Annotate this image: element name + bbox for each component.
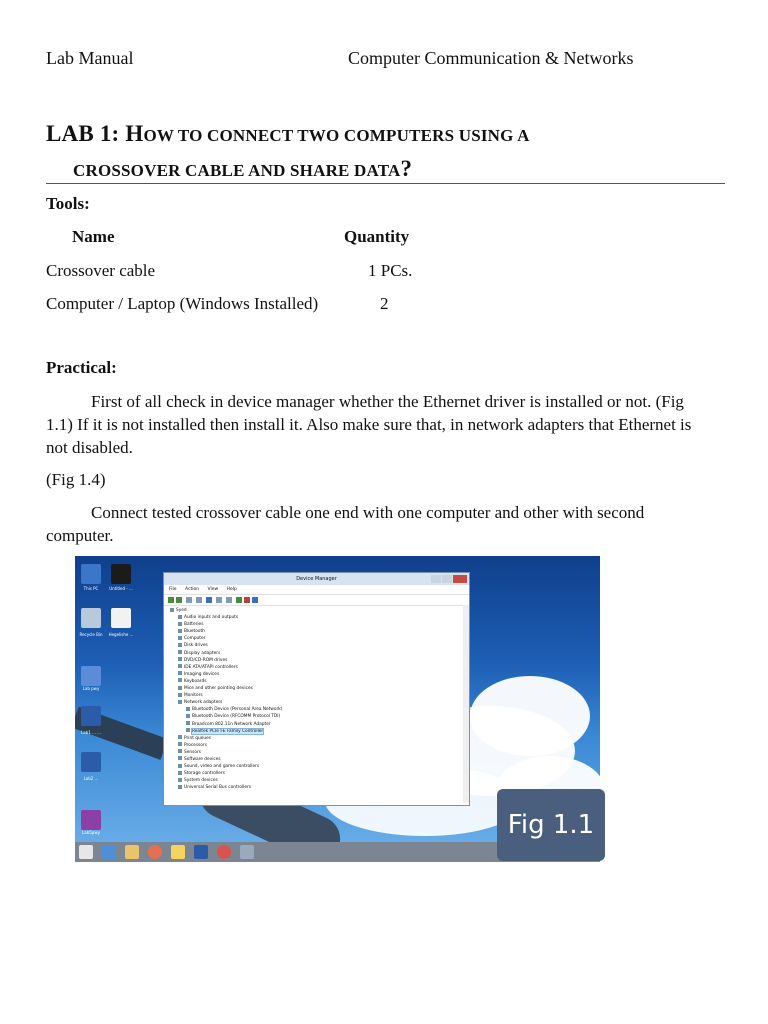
device-category-icon — [186, 721, 190, 725]
tree-item[interactable] — [170, 749, 454, 756]
tree-item[interactable] — [170, 671, 454, 678]
file-explorer-icon[interactable] — [125, 845, 139, 859]
toolbar — [164, 595, 469, 606]
device-category-icon — [178, 636, 182, 640]
device-manager-taskbar-icon[interactable] — [240, 845, 254, 859]
tree-item[interactable] — [170, 699, 454, 706]
tools-col-quantity: Quantity — [344, 227, 410, 246]
tree-item[interactable] — [170, 706, 454, 713]
desktop-icon-label: This PC — [83, 586, 99, 591]
tree-item-label: Audio inputs and outputs — [184, 615, 239, 621]
tree-item-label: Broadcom 802.11n Network Adapter — [192, 721, 271, 727]
help-icon[interactable] — [206, 597, 212, 603]
tree-item[interactable] — [170, 642, 454, 649]
tree-item-label: Keyboards — [184, 678, 207, 684]
tree-item[interactable] — [170, 777, 454, 784]
menu-file[interactable]: File — [169, 587, 177, 592]
desktop-icon-label: Lab pwy — [82, 686, 100, 691]
tools-col-name: Name — [72, 227, 115, 246]
tree-item[interactable] — [170, 650, 454, 657]
tools-row-1-name: Crossover cable — [46, 261, 156, 280]
tools-row-2-name: Computer / Laptop (Windows Installed) — [46, 294, 319, 313]
uninstall-icon[interactable] — [244, 597, 250, 603]
lab-folder-icon[interactable] — [81, 666, 101, 686]
scan-hardware-icon[interactable] — [252, 597, 258, 603]
device-category-icon — [170, 608, 174, 612]
device-category-icon — [178, 629, 182, 633]
recycle-bin-icon[interactable] — [81, 608, 101, 628]
tree-item-label: Sensors — [184, 749, 201, 755]
menu-help[interactable]: Help — [226, 587, 237, 592]
tree-item[interactable] — [170, 756, 454, 763]
tree-item-label: Storage controllers — [184, 771, 225, 777]
tree-item-label: Bluetooth Device (RFCOMM Protocol TDI) — [192, 714, 281, 720]
header-right: Computer Communication & Networks — [348, 48, 634, 68]
tree-item-label: Bluetooth Device (Personal Area Network) — [192, 707, 283, 713]
tree-item[interactable] — [170, 735, 454, 742]
tree-item-label: DVD/CD-ROM drives — [184, 657, 228, 663]
practical-para1-line2: 1.1) If it is not installed then install it. Also make sure that, in network adapters that Ethernet is — [46, 415, 692, 434]
device-category-icon — [186, 707, 190, 711]
update-driver-icon[interactable] — [236, 597, 242, 603]
back-icon[interactable] — [168, 597, 174, 603]
practical-para2: (Fig 1.4) — [46, 470, 106, 489]
tree-item-label: Batteries — [184, 622, 204, 628]
title-line1-rest: OW TO CONNECT TWO COMPUTERS USING A — [143, 126, 530, 145]
title-divider — [46, 183, 725, 184]
device-manager-window[interactable] — [163, 572, 470, 806]
minimize-button[interactable] — [431, 575, 441, 583]
desktop-icon-label: Lab1 ... ... — [81, 730, 101, 735]
tree-item[interactable] — [170, 713, 454, 720]
device-category-icon — [178, 686, 182, 690]
document-icon[interactable] — [111, 608, 131, 628]
figure-caption: Fig 1.1 — [497, 789, 605, 861]
tools-row-2-quantity: 2 — [380, 294, 389, 313]
practical-para1-line3: not disabled. — [46, 438, 133, 457]
device-category-icon — [178, 657, 182, 661]
maximize-button[interactable] — [442, 575, 452, 583]
tree-item[interactable] — [170, 692, 454, 699]
menu-bar — [164, 585, 469, 595]
device-category-icon — [178, 749, 182, 753]
tree-item-label: Syed — [176, 608, 187, 613]
tree-item-label: Realtek PCIe FE Family Controller — [192, 728, 264, 734]
word-doc-icon[interactable] — [81, 752, 101, 772]
tree-item-label: Print queues — [184, 735, 211, 741]
tree-item-label: Bluetooth — [184, 629, 205, 635]
device-category-icon — [178, 664, 182, 668]
tree-item[interactable] — [170, 742, 454, 749]
practical-para3-line1: Connect tested crossover cable one end with one computer and other with second — [91, 503, 645, 522]
device-category-icon — [178, 650, 182, 654]
practical-heading: Practical: — [46, 358, 117, 377]
view-icon[interactable] — [216, 597, 222, 603]
tree-item[interactable] — [170, 721, 454, 728]
device-category-icon — [178, 735, 182, 739]
tree-item-label: Computer — [184, 636, 206, 642]
device-tree — [170, 607, 454, 791]
tree-item-label: System devices — [184, 778, 218, 784]
title-line1-cap: LAB 1: H — [46, 121, 144, 146]
device-category-icon — [178, 742, 182, 746]
ie-icon[interactable] — [102, 845, 116, 859]
tree-item-label: Monitors — [184, 693, 203, 699]
cloud — [470, 676, 590, 756]
tree-item-label: Sound, video and game controllers — [184, 764, 260, 770]
vertical-scrollbar[interactable] — [463, 605, 469, 803]
device-category-icon — [186, 714, 190, 718]
tools-heading: Tools: — [46, 194, 90, 213]
untitled-file-icon[interactable] — [111, 564, 131, 584]
device-category-icon — [178, 678, 182, 682]
firefox-icon[interactable] — [148, 845, 162, 859]
tree-item[interactable] — [170, 621, 454, 628]
desktop-icon-label: Hegelishe ... — [108, 632, 134, 637]
tools-row-1-quantity: 1 PCs. — [368, 261, 413, 280]
tree-item[interactable] — [170, 628, 454, 635]
properties-icon[interactable] — [186, 597, 192, 603]
desktop-icon-label: Lab5pwy — [82, 830, 100, 835]
app-icon[interactable] — [81, 810, 101, 830]
monitor-icon[interactable] — [226, 597, 232, 603]
title-line2: CROSSOVER CABLE AND SHARE DATA — [73, 161, 401, 180]
tree-item[interactable] — [170, 607, 454, 614]
device-category-icon — [178, 764, 182, 768]
tree-item[interactable] — [170, 784, 454, 791]
device-category-icon — [178, 643, 182, 647]
tree-item[interactable] — [170, 657, 454, 664]
tree-item-label: Imaging devices — [184, 671, 220, 677]
tree-item-label: IDE ATA/ATAPI controllers — [184, 664, 238, 670]
tree-item-label: Software devices — [184, 756, 221, 762]
window-titlebar[interactable] — [164, 573, 469, 585]
chrome-icon[interactable] — [217, 845, 231, 859]
desktop-icon-label: Recycle Bin — [79, 632, 103, 637]
title-line2-cap: ? — [400, 156, 413, 181]
folder-icon[interactable] — [171, 845, 185, 859]
forward-icon[interactable] — [176, 597, 182, 603]
tree-item[interactable] — [170, 728, 454, 735]
desktop-icon-label: Lab2 ... — [83, 776, 99, 781]
device-category-icon — [178, 671, 182, 675]
tree-item-label: Processors — [184, 742, 207, 748]
word-icon[interactable] — [194, 845, 208, 859]
device-category-icon — [186, 728, 190, 732]
device-category-icon — [178, 700, 182, 704]
tree-item[interactable] — [170, 770, 454, 777]
tree-item[interactable] — [170, 678, 454, 685]
tree-item[interactable] — [170, 614, 454, 621]
device-category-icon — [178, 771, 182, 775]
tree-item[interactable] — [170, 635, 454, 642]
start-icon[interactable] — [79, 845, 93, 859]
device-category-icon — [178, 693, 182, 697]
lab-title — [46, 117, 686, 187]
list-icon[interactable] — [196, 597, 202, 603]
header-left: Lab Manual — [46, 48, 134, 68]
close-button[interactable] — [453, 575, 467, 583]
tree-item[interactable] — [170, 763, 454, 770]
tree-item-label: Mice and other pointing devices — [184, 686, 253, 692]
tree-item-label: Display adapters — [184, 650, 221, 656]
window-title: Device Manager — [296, 576, 337, 582]
device-category-icon — [178, 778, 182, 782]
tree-item[interactable] — [170, 685, 454, 692]
device-category-icon — [178, 756, 182, 760]
tree-item[interactable] — [170, 664, 454, 671]
this-pc-icon[interactable] — [81, 564, 101, 584]
word-doc-icon[interactable] — [81, 706, 101, 726]
tree-item-label: Disk drives — [184, 643, 208, 649]
device-category-icon — [178, 622, 182, 626]
device-category-icon — [178, 615, 182, 619]
tree-item-label: Network adapters — [184, 700, 223, 706]
practical-para1-line1: First of all check in device manager whether the Ethernet driver is installed or not. (Fig — [91, 392, 684, 411]
practical-para3-line2: computer. — [46, 526, 114, 545]
tree-item-label: Universal Serial Bus controllers — [184, 785, 251, 791]
device-category-icon — [178, 785, 182, 789]
menu-action[interactable]: Action — [184, 587, 200, 592]
desktop-icon-label: Untitled - ... — [109, 586, 133, 591]
menu-view[interactable]: View — [207, 587, 219, 592]
